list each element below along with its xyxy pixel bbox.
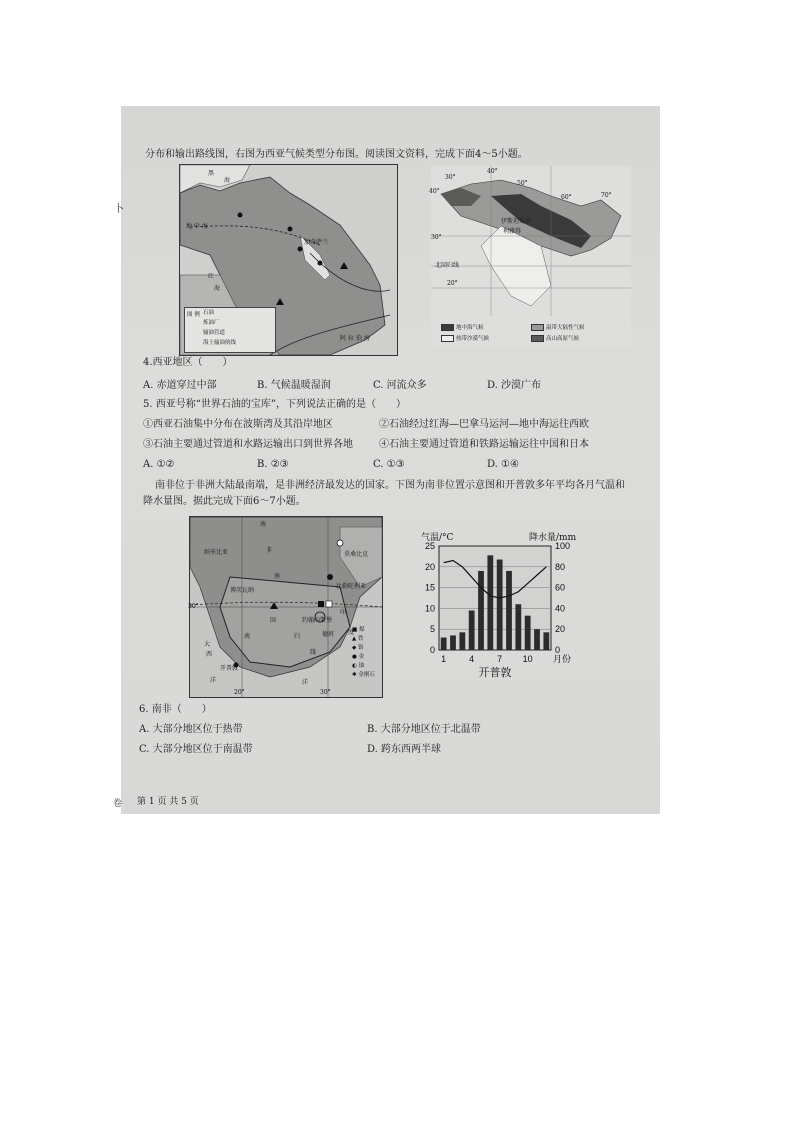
y-right-tick-1: 20 (555, 624, 566, 635)
map3-label-13: 印 (340, 609, 347, 616)
q5-statement-1: ①西亚石油集中分布在波斯湾及其沿岸地区 (143, 419, 333, 430)
map2-legend-text-0: 地中海气候 (456, 325, 484, 331)
q4-option-d[interactable]: D. 沙漠广布 (487, 380, 542, 391)
map1-label-4: 海 (214, 285, 221, 292)
map2-deg-7: 20° (447, 280, 458, 287)
map3-legend-text-1: 铁 (357, 636, 364, 642)
map2-deg-3: 50° (517, 180, 528, 187)
map3-label-7: 比勒陀利亚 (336, 583, 367, 590)
map3-label-18: 归 (294, 633, 301, 640)
q5-stem: 5. 西亚号称“世界石油的宝库”，下列说法正确的是（ ） (143, 399, 406, 410)
map3-label-19: 线 (310, 649, 317, 656)
map2-deg-1: 40° (429, 188, 440, 195)
bar-month-1 (441, 638, 447, 650)
y-right-tick-2: 40 (555, 603, 566, 614)
map3-legend-text-0: 煤 (358, 627, 365, 633)
map1-legend (184, 307, 276, 353)
map1-legend-0: 石油 (203, 310, 215, 316)
map3-deg-1: 20° (234, 689, 245, 696)
q5-option-d[interactable]: D. ①④ (487, 459, 519, 470)
y-right-tick-4: 80 (555, 561, 566, 572)
map1-legend-3: 海上输油航线 (203, 340, 237, 346)
edge-mark-bottom: 卷 (113, 799, 123, 809)
map1-legend-title: 图 例 (187, 312, 200, 318)
y-left-axis-label: 气温/°C (421, 533, 454, 543)
map1-label-3: 红 (208, 273, 215, 280)
x-tick-2: 7 (497, 654, 503, 664)
map3-legend-2: ◆ 铬 (352, 645, 364, 651)
map3-deg-0: 30° (188, 603, 199, 610)
map3-label-14: 度 (348, 629, 355, 636)
y-left-tick-0: 0 (429, 645, 435, 655)
map3-legend-text-5: 金刚石 (358, 672, 375, 678)
edge-mark-mid: 卜 (114, 204, 124, 215)
map3-deg-2: 30° (320, 689, 331, 696)
bar-month-12 (543, 632, 549, 650)
x-tick-3: 10 (522, 654, 533, 664)
scanned-exam-page (121, 106, 660, 814)
q5-statement-2: ②石油经过红海—巴拿马运河—地中海运往西欧 (379, 419, 589, 430)
q4-stem: 4.西亚地区（ ） (143, 357, 233, 368)
map2-legend-2 (441, 335, 489, 343)
map2-legend-1 (531, 324, 585, 332)
map1-label-1: 海 (224, 177, 231, 184)
y-left-tick-3: 15 (424, 582, 435, 593)
map2-deg-8: 北回归线 (435, 262, 460, 269)
page-footer: 第 1 页 共 5 页 (137, 797, 199, 807)
map3-label-1: 非 (266, 547, 273, 554)
map3-legend-3: ● 金 (352, 654, 365, 660)
map3-label-2: 纳米比亚 (204, 549, 229, 556)
q4-option-b[interactable]: B. 气候温暖湿润 (257, 380, 331, 391)
map2-deg-0: 30° (445, 174, 456, 181)
map3-legend-0: ■ 煤 (352, 627, 365, 633)
south-africa-map (189, 516, 383, 698)
climate-map (431, 166, 631, 348)
map2-deg-6: 30° (431, 234, 442, 241)
map3-label-17: 回 (270, 617, 277, 624)
map2-deg-2: 40° (487, 168, 498, 175)
bar-month-10 (525, 616, 531, 650)
map3-label-9: 开普敦 (220, 665, 239, 672)
bar-month-4 (469, 610, 475, 650)
map2-legend (441, 324, 621, 348)
map2-legend-3 (531, 335, 579, 343)
map2-label-0: 伊斯坦布尔 (501, 218, 532, 225)
x-tick-1: 4 (469, 654, 475, 664)
intro-q6-7-line1: 南非位于非洲大陆最南端，是非洲经济最发达的国家。下图为南非位置示意图和开普敦多年平均各月气温和 (155, 480, 625, 491)
map3-label-3: 博茨瓦纳 (230, 587, 255, 594)
y-right-tick-0: 0 (555, 645, 561, 655)
y-left-tick-2: 10 (424, 603, 435, 614)
map3-legend-1: ▲ 铁 (352, 636, 364, 642)
q5-statement-4: ④石油主要通过管道和铁路运输运往中国和日本 (379, 439, 589, 450)
map3-label-16: 南 (244, 633, 251, 640)
q6-option-d[interactable]: D. 跨东西两半球 (367, 744, 442, 755)
q6-option-a[interactable]: A. 大部分地区位于热带 (139, 724, 243, 735)
q6-option-b[interactable]: B. 大部分地区位于北温带 (367, 724, 481, 735)
bar-month-2 (450, 635, 456, 650)
map1-legend-1: 炼油厂 (203, 320, 220, 326)
map3-legend-text-4: 铀 (358, 663, 365, 669)
q5-option-c[interactable]: C. ①③ (373, 459, 405, 470)
q5-option-b[interactable]: B. ②③ (257, 459, 289, 470)
map1-label-5: 阿 拉 伯 海 (340, 335, 370, 342)
cape-town-climate-chart (413, 530, 589, 690)
y-left-tick-4: 20 (424, 561, 435, 572)
map2-legend-0 (441, 324, 484, 332)
q6-stem: 6. 南非（ ） (139, 704, 212, 715)
bar-month-8 (506, 571, 512, 650)
y-right-tick-3: 60 (555, 582, 566, 593)
map1-legend-2: 输油管道 (203, 330, 226, 336)
q4-option-a[interactable]: A. 赤道穿过中部 (143, 380, 217, 391)
x-axis-label: 月份 (553, 655, 572, 665)
intro-q6-7-line2: 降水量图。据此完成下面6～7小题。 (143, 496, 306, 507)
map2-deg-5: 70° (601, 192, 612, 199)
map3-label-10: 大 (204, 641, 211, 648)
bar-month-9 (515, 604, 521, 650)
map2-legend-text-3: 高山高原气候 (546, 336, 580, 342)
intro-q4-5: 分布和输出路线图，右图为西亚气候类型分布图。阅读图文资料，完成下面4～5小题。 (145, 149, 528, 160)
chart-title: 开普敦 (478, 666, 512, 679)
q4-option-c[interactable]: C. 河流众多 (373, 380, 427, 391)
bar-month-5 (478, 571, 484, 650)
map3-label-6: 约翰内斯堡 (302, 617, 333, 624)
y-left-tick-1: 5 (429, 624, 435, 635)
q6-option-c[interactable]: C. 大部分地区位于南温带 (139, 744, 253, 755)
map3-legend-text-3: 金 (358, 654, 365, 660)
q5-statement-3: ③石油主要通过管道和水路运输出口到世界各地 (143, 439, 353, 450)
map2-deg-4: 60° (561, 194, 572, 201)
map2-label-1: 利雅得 (503, 228, 522, 235)
map1-label-6: 加奇萨兰 (304, 239, 329, 246)
map3-label-15: 洋 (302, 679, 309, 686)
map3-label-12: 洋 (210, 677, 217, 684)
bar-month-11 (534, 629, 540, 650)
map3-legend-5: ✱ 金刚石 (352, 672, 375, 678)
oil-distribution-map (179, 164, 398, 356)
y-right-tick-5: 100 (555, 541, 571, 551)
map2-legend-text-2: 热带沙漠气候 (456, 336, 490, 342)
x-tick-0: 1 (441, 654, 447, 664)
map3-legend-4: ◐ 铀 (352, 663, 365, 669)
map3-legend-text-2: 铬 (357, 645, 364, 651)
map1-label-0: 黑 (208, 170, 215, 177)
map1-label-2: 地 中 海 (186, 223, 208, 230)
map3-legend (352, 627, 380, 689)
map3-label-11: 西 (206, 651, 213, 658)
map3-label-4: 南 (274, 573, 281, 580)
map3-label-8: 德班 (322, 631, 335, 638)
y-left-tick-5: 25 (424, 541, 435, 551)
map3-label-5: 莫桑比克 (344, 551, 369, 558)
bar-month-3 (459, 632, 465, 650)
y-right-axis-label: 降水量/mm (529, 533, 577, 543)
map3-label-0: 南 (260, 521, 267, 528)
map2-legend-text-1: 温带大陆性气候 (546, 325, 585, 331)
q5-option-a[interactable]: A. ①② (143, 459, 175, 470)
bar-month-7 (497, 560, 503, 650)
bar-month-6 (487, 555, 493, 650)
